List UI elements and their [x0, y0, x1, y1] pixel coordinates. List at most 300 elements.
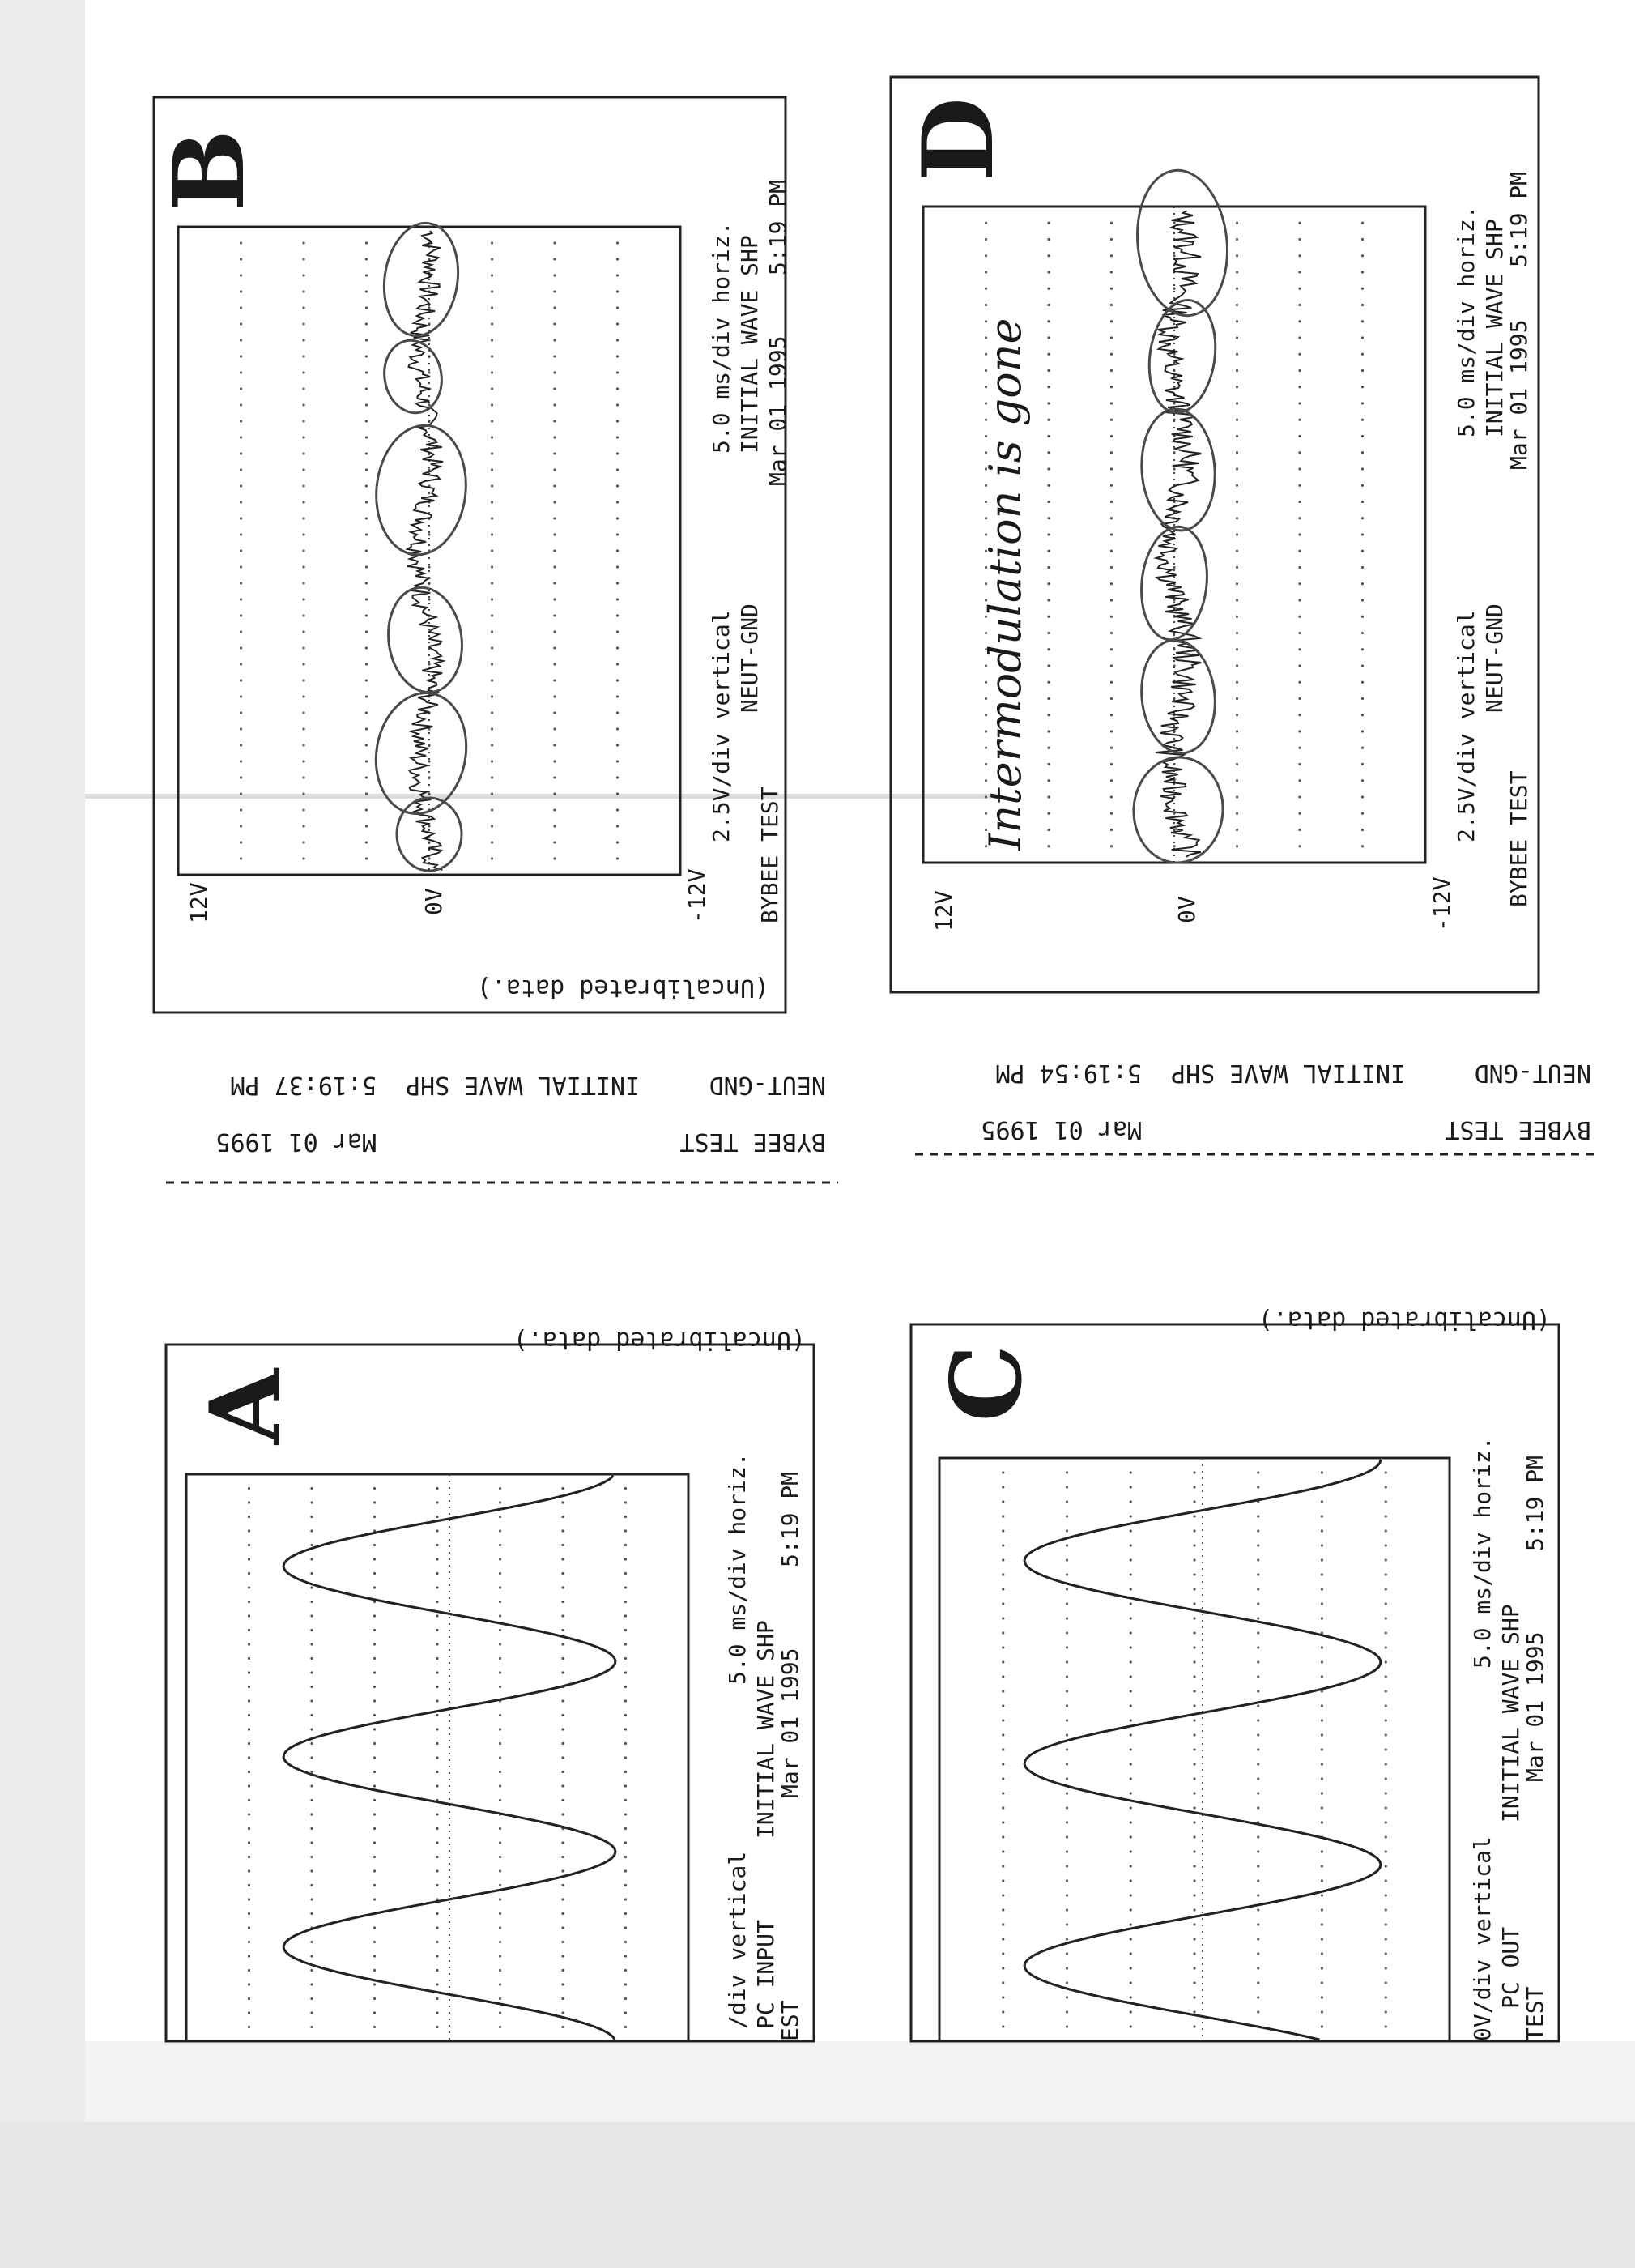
grid-dot: [1361, 681, 1364, 684]
grid-dot: [310, 1827, 313, 1830]
grid-dot: [491, 825, 493, 827]
grid-dot: [365, 436, 368, 438]
grid-dot: [1361, 320, 1364, 322]
grid-dot: [553, 290, 556, 292]
grid-dot: [1236, 222, 1238, 224]
grid-dot: [553, 274, 556, 276]
grid-dot: [373, 1501, 376, 1503]
grid-dot: [1361, 238, 1364, 241]
grid-dot: [1385, 1646, 1387, 1648]
grid-dot: [1298, 254, 1301, 257]
grid-dot: [436, 1529, 438, 1532]
grid-dot: [373, 1969, 376, 1972]
grid-dot: [1193, 1850, 1195, 1852]
grid-dot: [1002, 1471, 1004, 1473]
grid-dot: [1193, 1544, 1195, 1546]
grid-dot: [1066, 1675, 1068, 1678]
grid-dot: [1385, 1850, 1387, 1852]
grid-dot: [302, 452, 304, 454]
grid-dot: [1130, 1515, 1132, 1517]
grid-dot: [1002, 1690, 1004, 1692]
grid-dot: [1193, 1792, 1195, 1794]
grid-dot: [553, 322, 556, 325]
grid-dot: [553, 355, 556, 357]
grid-dot: [491, 371, 493, 373]
grid-dot: [1385, 1763, 1387, 1765]
grid-dot: [1298, 550, 1301, 552]
grid-dot: [491, 403, 493, 406]
grid-dot: [1236, 648, 1238, 650]
printout-left-date: Mar 01 1995: [215, 1128, 377, 1156]
grid-dot: [1002, 1981, 1004, 1984]
grid-dot: [302, 420, 304, 422]
grid-dot: [1298, 779, 1301, 782]
grid-dot: [1236, 730, 1238, 732]
panel-b-title: INITIAL WAVE SHP: [736, 235, 763, 454]
grid-dot: [248, 1997, 250, 2000]
grid-dot: [1193, 1733, 1195, 1736]
grid-dot: [1298, 386, 1301, 388]
panel-d-date: Mar 01 1995: [1505, 319, 1532, 470]
grid-dot: [1385, 1690, 1387, 1692]
grid-dot: [1110, 435, 1113, 437]
grid-dot: [499, 1771, 501, 1773]
grid-dot: [365, 290, 368, 292]
grid-dot: [1321, 1894, 1323, 1896]
grid-dot: [365, 663, 368, 665]
grid-dot: [310, 1728, 313, 1730]
grid-dot: [302, 841, 304, 843]
grid-dot: [1236, 829, 1238, 831]
grid-dot: [1321, 1748, 1323, 1750]
grid-dot: [561, 1869, 564, 1872]
grid-dot: [624, 1699, 627, 1702]
grid-dot: [1236, 566, 1238, 569]
grid-dot: [499, 1629, 501, 1631]
grid-dot: [302, 355, 304, 357]
grid-dot: [1047, 501, 1050, 503]
grid-dot: [553, 582, 556, 584]
grid-dot: [365, 646, 368, 649]
grid-dot: [1002, 1558, 1004, 1561]
grid-dot: [491, 484, 493, 487]
grid-dot: [1298, 566, 1301, 569]
grid-dot: [1298, 402, 1301, 404]
grid-dot: [428, 403, 430, 406]
grid-dot: [1236, 353, 1238, 356]
grid-dot: [248, 1686, 250, 1688]
grid-dot: [1236, 254, 1238, 257]
grid-dot: [491, 663, 493, 665]
grid-dot: [1110, 763, 1113, 765]
grid-dot: [553, 663, 556, 665]
grid-dot: [1047, 829, 1050, 831]
grid-dot: [616, 436, 619, 438]
grid-dot: [553, 792, 556, 795]
grid-dot: [1047, 795, 1050, 798]
grid-dot: [561, 1714, 564, 1716]
grid-dot: [1298, 795, 1301, 798]
grid-dot: [365, 306, 368, 309]
grid-dot: [1110, 681, 1113, 684]
grid-dot: [248, 1614, 250, 1617]
grid-dot: [302, 322, 304, 325]
grid-dot: [1066, 1908, 1068, 1911]
grid-dot: [240, 825, 242, 827]
grid-dot: [1047, 238, 1050, 241]
grid-dot: [491, 501, 493, 503]
grid-dot: [491, 387, 493, 390]
grid-dot: [428, 533, 430, 535]
grid-dot: [248, 1544, 250, 1546]
grid-dot: [1002, 1996, 1004, 1998]
grid-dot: [436, 1912, 438, 1915]
grid-dot: [553, 258, 556, 260]
grid-dot: [1385, 1573, 1387, 1575]
grid-dot: [248, 1529, 250, 1532]
grid-dot: [1361, 369, 1364, 372]
grid-dot: [1361, 402, 1364, 404]
grid-dot: [1047, 336, 1050, 339]
panel-a-letter: A: [189, 1369, 303, 1445]
grid-dot: [1236, 467, 1238, 470]
grid-dot: [1298, 238, 1301, 241]
grid-dot: [616, 274, 619, 276]
grid-dot: [561, 1671, 564, 1673]
grid-dot: [1066, 1821, 1068, 1823]
grid-dot: [561, 2011, 564, 2014]
grid-dot: [616, 857, 619, 859]
grid-dot: [553, 841, 556, 843]
grid-dot: [240, 760, 242, 762]
grid-dot: [302, 565, 304, 568]
grid-dot: [499, 1671, 501, 1673]
grid-dot: [553, 857, 556, 859]
panel-d-axis-top: 12V: [930, 890, 957, 932]
grid-dot: [1066, 1660, 1068, 1663]
grid-dot: [499, 1742, 501, 1745]
grid-dot: [428, 857, 430, 859]
grid-dot: [436, 1784, 438, 1787]
grid-dot: [499, 1728, 501, 1730]
grid-dot: [561, 1941, 564, 1943]
grid-dot: [1361, 812, 1364, 815]
grid-dot: [1173, 599, 1175, 601]
grid-dot: [1130, 1879, 1132, 1882]
grid-dot: [373, 1955, 376, 1957]
grid-dot: [1236, 451, 1238, 454]
grid-dot: [240, 695, 242, 697]
grid-dot: [1257, 1529, 1259, 1532]
panel-b-channel: NEUT-GND: [736, 603, 763, 713]
grid-dot: [1257, 1806, 1259, 1809]
grid-dot: [240, 387, 242, 390]
grid-dot: [1257, 1996, 1259, 1998]
grid-dot: [1298, 271, 1301, 273]
grid-dot: [1066, 1690, 1068, 1692]
grid-dot: [499, 1657, 501, 1660]
grid-dot: [561, 1572, 564, 1575]
grid-dot: [561, 1529, 564, 1532]
grid-dot: [1236, 238, 1238, 241]
grid-dot: [240, 241, 242, 244]
grid-dot: [1002, 1879, 1004, 1882]
grid-dot: [436, 1614, 438, 1617]
panel-a-title: INITIAL WAVE SHP: [752, 1620, 779, 1839]
grid-dot: [491, 695, 493, 697]
grid-dot: [1066, 1748, 1068, 1750]
grid-dot: [561, 1799, 564, 1801]
grid-dot: [624, 1529, 627, 1532]
grid-dot: [1236, 763, 1238, 765]
grid-dot: [365, 760, 368, 762]
grid-dot: [1321, 1792, 1323, 1794]
grid-dot: [1193, 1996, 1195, 1998]
grid-dot: [1130, 1631, 1132, 1634]
grid-dot: [1298, 730, 1301, 732]
grid-dot: [616, 403, 619, 406]
grid-dot: [240, 646, 242, 649]
grid-dot: [624, 1686, 627, 1688]
grid-dot: [1047, 419, 1050, 421]
grid-dot: [1173, 222, 1175, 224]
grid-dot: [302, 517, 304, 519]
grid-dot: [1066, 1631, 1068, 1634]
panel-b-axis-bottom: -12V: [683, 868, 710, 923]
panel-a: [166, 1326, 814, 2041]
grid-dot: [1236, 304, 1238, 306]
grid-dot: [1385, 1821, 1387, 1823]
grid-dot: [248, 1926, 250, 1929]
grid-dot: [1193, 1821, 1195, 1823]
grid-dot: [1236, 845, 1238, 847]
grid-dot: [240, 679, 242, 681]
grid-dot: [1130, 1835, 1132, 1838]
grid-dot: [553, 727, 556, 730]
grid-dot: [1321, 1573, 1323, 1575]
hand-drawn-oval: [381, 582, 468, 697]
grid-dot: [1257, 1733, 1259, 1736]
grid-dot: [491, 241, 493, 244]
grid-dot: [302, 533, 304, 535]
grid-dot: [365, 484, 368, 487]
grid-dot: [240, 403, 242, 406]
panel-c-letter: C: [930, 1345, 1044, 1422]
grid-dot: [491, 306, 493, 309]
grid-dot: [1130, 1996, 1132, 1998]
grid-dot: [365, 403, 368, 406]
grid-dot: [1361, 222, 1364, 224]
grid-dot: [616, 825, 619, 827]
grid-dot: [499, 1926, 501, 1929]
grid-dot: [1193, 1631, 1195, 1634]
grid-dot: [1047, 664, 1050, 667]
grid-dot: [240, 258, 242, 260]
grid-dot: [499, 1856, 501, 1858]
grid-dot: [310, 1671, 313, 1673]
grid-dot: [1002, 1792, 1004, 1794]
grid-dot: [561, 1756, 564, 1759]
panel-a-horizontal-scale: 5.0 ms/div horiz.: [724, 1452, 751, 1685]
grid-dot: [310, 1869, 313, 1872]
grid-dot: [1257, 1981, 1259, 1984]
grid-dot: [436, 1487, 438, 1490]
grid-dot: [1066, 1529, 1068, 1532]
grid-dot: [1361, 288, 1364, 290]
grid-dot: [1047, 616, 1050, 618]
grid-dot: [561, 1643, 564, 1645]
grid-dot: [1002, 1806, 1004, 1809]
grid-dot: [1066, 1879, 1068, 1882]
grid-dot: [365, 258, 368, 260]
grid-dot: [561, 2026, 564, 2028]
grid-dot: [1110, 484, 1113, 487]
grid-dot: [373, 1799, 376, 1801]
grid-dot: [428, 565, 430, 568]
grid-dot: [1193, 1704, 1195, 1707]
grid-dot: [1130, 2025, 1132, 2027]
grid-dot: [1236, 517, 1238, 519]
grid-dot: [499, 1756, 501, 1759]
grid-dot: [1298, 484, 1301, 487]
grid-dot: [1047, 533, 1050, 535]
grid-dot: [428, 760, 430, 762]
grid-dot: [310, 1699, 313, 1702]
grid-dot: [302, 776, 304, 778]
grid-dot: [373, 1699, 376, 1702]
grid-dot: [616, 679, 619, 681]
grid-dot: [1130, 1763, 1132, 1765]
grid-dot: [616, 614, 619, 616]
grid-dot: [373, 1614, 376, 1617]
grid-dot: [1321, 1660, 1323, 1663]
grid-dot: [1321, 1763, 1323, 1765]
grid-dot: [1130, 1908, 1132, 1911]
grid-dot: [302, 403, 304, 406]
grid-dot: [1193, 1529, 1195, 1532]
grid-dot: [1385, 1733, 1387, 1736]
grid-dot: [1385, 1515, 1387, 1517]
grid-dot: [310, 2011, 313, 2014]
grid-dot: [1361, 829, 1364, 831]
grid-dot: [1066, 1806, 1068, 1809]
grid-dot: [1236, 812, 1238, 815]
grid-dot: [1130, 1646, 1132, 1648]
panel-c-date: Mar 01 1995: [1522, 1631, 1548, 1782]
printout-right-timestamp: 5:19:54 PM: [995, 1059, 1142, 1087]
grid-dot: [310, 1629, 313, 1631]
grid-dot: [1002, 1865, 1004, 1867]
grid-dot: [553, 420, 556, 422]
grid-dot: [1193, 1806, 1195, 1809]
grid-dot: [310, 1912, 313, 1915]
grid-dot: [310, 1501, 313, 1503]
grid-dot: [436, 1516, 438, 1518]
grid-dot: [491, 711, 493, 714]
panel-c-header: (Uncalibrated data.): [1258, 1306, 1551, 1334]
grid-dot: [373, 1926, 376, 1929]
grid-dot: [1257, 1617, 1259, 1619]
grid-dot: [624, 1898, 627, 1900]
grid-dot: [1321, 1850, 1323, 1852]
grid-dot: [491, 727, 493, 730]
grid-dot: [365, 792, 368, 795]
grid-dot: [1257, 1938, 1259, 1940]
grid-dot: [1130, 1894, 1132, 1896]
grid-dot: [624, 1671, 627, 1673]
grid-dot: [491, 808, 493, 811]
grid-dot: [1236, 550, 1238, 552]
grid-dot: [248, 1558, 250, 1560]
grid-dot: [616, 663, 619, 665]
grid-dot: [624, 1869, 627, 1872]
grid-dot: [1130, 1865, 1132, 1867]
grid-dot: [310, 1586, 313, 1588]
grid-dot: [310, 1799, 313, 1801]
grid-dot: [1193, 1558, 1195, 1561]
grid-dot: [373, 1756, 376, 1759]
grid-dot: [1193, 1748, 1195, 1750]
grid-dot: [1321, 2025, 1323, 2027]
grid-dot: [1047, 451, 1050, 454]
grid-dot: [624, 1558, 627, 1560]
grid-dot: [1002, 2025, 1004, 2027]
grid-dot: [1047, 222, 1050, 224]
grid-dot: [616, 841, 619, 843]
grid-dot: [499, 1997, 501, 2000]
panel-b-test: BYBEE TEST: [756, 787, 783, 923]
grid-dot: [428, 598, 430, 600]
grid-dot: [1321, 1544, 1323, 1546]
grid-dot: [1257, 1777, 1259, 1780]
grid-dot: [499, 1714, 501, 1716]
grid-dot: [248, 1487, 250, 1490]
grid-dot: [240, 582, 242, 584]
grid-dot: [1321, 1879, 1323, 1882]
grid-dot: [248, 1629, 250, 1631]
grid-dot: [365, 468, 368, 471]
grid-dot: [1130, 1529, 1132, 1532]
grid-dot: [616, 549, 619, 552]
grid-dot: [373, 1544, 376, 1546]
panel-b-markup: [367, 218, 475, 871]
grid-dot: [1002, 1500, 1004, 1503]
grid-dot: [499, 1799, 501, 1801]
grid-dot: [1047, 747, 1050, 749]
hand-drawn-oval: [1138, 407, 1219, 533]
grid-dot: [1257, 1835, 1259, 1838]
grid-dot: [1257, 1486, 1259, 1488]
grid-dot: [1321, 1996, 1323, 1998]
grid-dot: [1110, 812, 1113, 815]
grid-dot: [1110, 419, 1113, 421]
grid-dot: [553, 517, 556, 519]
grid-dot: [1321, 1646, 1323, 1648]
grid-dot: [499, 1601, 501, 1603]
grid-dot: [1047, 648, 1050, 650]
grid-dot: [624, 1572, 627, 1575]
grid-dot: [1236, 681, 1238, 684]
grid-dot: [310, 1955, 313, 1957]
grid-dot: [1002, 1923, 1004, 1925]
grid-dot: [1321, 1865, 1323, 1867]
grid-dot: [365, 533, 368, 535]
grid-dot: [1321, 1923, 1323, 1925]
grid-dot: [499, 1558, 501, 1560]
grid-dot: [1298, 648, 1301, 650]
grid-dot: [1047, 599, 1050, 601]
grid-dot: [248, 1728, 250, 1730]
